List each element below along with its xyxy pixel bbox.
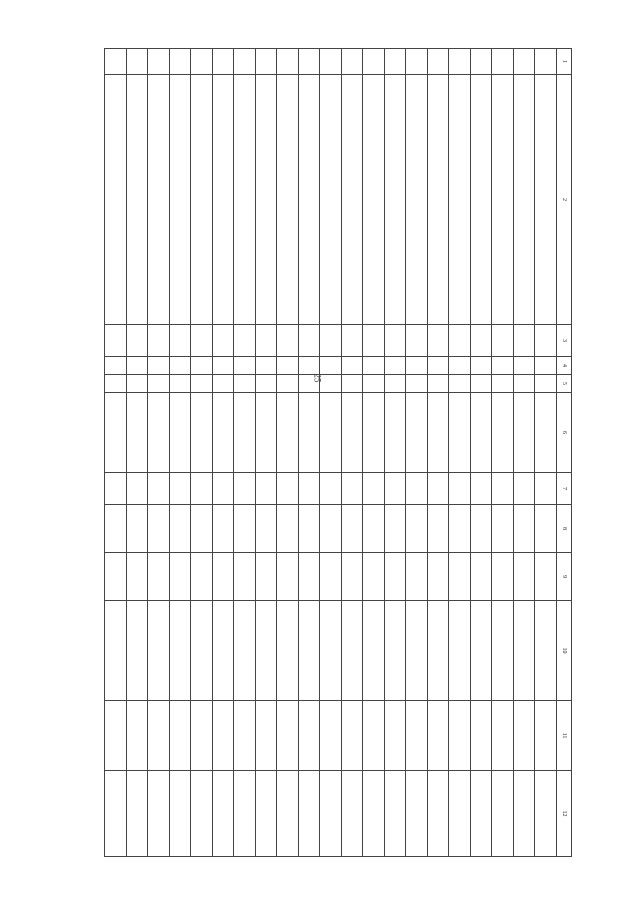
row-number [212, 49, 234, 75]
cell-amount [191, 771, 213, 857]
table-row [191, 49, 213, 857]
cell-amount [470, 771, 492, 857]
row-description [320, 75, 342, 325]
cell-code [148, 473, 170, 505]
column-header: 8 [557, 505, 572, 553]
cell-unit [320, 601, 342, 701]
cell-target [255, 393, 277, 473]
table-row [298, 49, 320, 857]
cell-year [535, 505, 557, 553]
cell-capacity [277, 701, 299, 771]
table-row [535, 49, 557, 857]
cell-code [470, 473, 492, 505]
cell-code [105, 473, 127, 505]
cell-year [341, 505, 363, 553]
row-number [277, 49, 299, 75]
cell-code [513, 357, 535, 375]
cell-code [384, 357, 406, 375]
cell-amount [169, 771, 191, 857]
column-header: 12 [557, 771, 572, 857]
cell-year [105, 553, 127, 601]
cell-capacity [234, 701, 256, 771]
cell-unit [277, 601, 299, 701]
budget-table-sheet [104, 48, 572, 856]
cell-code [449, 375, 471, 393]
cell-code [320, 375, 342, 393]
cell-code [126, 375, 148, 393]
cell-code [191, 357, 213, 375]
rotated-table-wrapper [104, 48, 572, 856]
row-description [535, 75, 557, 325]
cell-year [298, 505, 320, 553]
cell-year [406, 553, 428, 601]
cell-target [126, 393, 148, 473]
cell-year [320, 553, 342, 601]
cell-capacity [298, 701, 320, 771]
row-number [255, 49, 277, 75]
row-description [384, 75, 406, 325]
cell-code [341, 325, 363, 357]
page-number: 25 [312, 373, 323, 383]
table-row [126, 49, 148, 857]
cell-capacity [470, 701, 492, 771]
column-header: 4 [557, 357, 572, 375]
table-row [384, 49, 406, 857]
row-number [513, 49, 535, 75]
cell-code [191, 325, 213, 357]
cell-amount [513, 771, 535, 857]
cell-code [234, 325, 256, 357]
cell-capacity [513, 701, 535, 771]
cell-code [255, 473, 277, 505]
cell-code [148, 357, 170, 375]
cell-year [535, 553, 557, 601]
cell-year [212, 505, 234, 553]
cell-capacity [148, 701, 170, 771]
cell-code [492, 325, 514, 357]
table-row [513, 49, 535, 857]
table-row [234, 49, 256, 857]
cell-year [277, 505, 299, 553]
cell-year [492, 553, 514, 601]
row-number [298, 49, 320, 75]
cell-unit [363, 601, 385, 701]
row-number [535, 49, 557, 75]
cell-unit [148, 601, 170, 701]
table-row [105, 49, 127, 857]
row-description [363, 75, 385, 325]
row-number [470, 49, 492, 75]
cell-year [363, 553, 385, 601]
cell-year [406, 505, 428, 553]
row-number [341, 49, 363, 75]
row-number [126, 49, 148, 75]
cell-year [384, 553, 406, 601]
cell-unit [513, 601, 535, 701]
row-number [363, 49, 385, 75]
cell-target [277, 393, 299, 473]
cell-code [277, 357, 299, 375]
cell-year [148, 553, 170, 601]
cell-code [535, 325, 557, 357]
column-header: 9 [557, 553, 572, 601]
cell-unit [427, 601, 449, 701]
cell-code [148, 375, 170, 393]
row-description [449, 75, 471, 325]
cell-capacity [363, 701, 385, 771]
cell-code [320, 473, 342, 505]
cell-code [492, 473, 514, 505]
cell-unit [255, 601, 277, 701]
row-number [449, 49, 471, 75]
cell-code [470, 357, 492, 375]
cell-code [341, 357, 363, 375]
row-description [298, 75, 320, 325]
cell-code [126, 357, 148, 375]
cell-code [492, 357, 514, 375]
cell-code [234, 375, 256, 393]
cell-amount [255, 771, 277, 857]
column-header: 11 [557, 701, 572, 771]
table-row [148, 49, 170, 857]
cell-code [234, 357, 256, 375]
cell-year [298, 553, 320, 601]
cell-unit [470, 601, 492, 701]
cell-code [191, 375, 213, 393]
table-row [492, 49, 514, 857]
cell-code [406, 325, 428, 357]
row-description [513, 75, 535, 325]
cell-amount [148, 771, 170, 857]
cell-year [169, 553, 191, 601]
row-number [406, 49, 428, 75]
cell-code [341, 473, 363, 505]
cell-year [126, 505, 148, 553]
table-row [449, 49, 471, 857]
cell-code [191, 473, 213, 505]
cell-code [212, 375, 234, 393]
budget-table [104, 48, 572, 857]
table-row [277, 49, 299, 857]
row-description [105, 75, 127, 325]
cell-code [406, 473, 428, 505]
row-description [492, 75, 514, 325]
cell-year [470, 553, 492, 601]
cell-code [427, 325, 449, 357]
cell-code [427, 375, 449, 393]
cell-amount [341, 771, 363, 857]
row-description [148, 75, 170, 325]
cell-capacity [212, 701, 234, 771]
row-description [169, 75, 191, 325]
cell-capacity [535, 701, 557, 771]
table-header-row [557, 49, 572, 857]
cell-code [363, 473, 385, 505]
cell-target [191, 393, 213, 473]
cell-target [105, 393, 127, 473]
cell-code [406, 357, 428, 375]
cell-unit [535, 601, 557, 701]
cell-code [148, 325, 170, 357]
cell-code [169, 375, 191, 393]
cell-code [406, 375, 428, 393]
cell-amount [234, 771, 256, 857]
cell-code [384, 473, 406, 505]
cell-amount [212, 771, 234, 857]
column-header: 1 [557, 49, 572, 75]
cell-code [212, 325, 234, 357]
table-row [427, 49, 449, 857]
cell-amount [449, 771, 471, 857]
cell-code [298, 357, 320, 375]
cell-year [277, 553, 299, 601]
cell-code [513, 325, 535, 357]
cell-year [470, 505, 492, 553]
cell-target [169, 393, 191, 473]
column-header: 6 [557, 393, 572, 473]
row-description [126, 75, 148, 325]
cell-capacity [105, 701, 127, 771]
cell-unit [105, 601, 127, 701]
table-row [363, 49, 385, 857]
cell-capacity [341, 701, 363, 771]
cell-amount [427, 771, 449, 857]
cell-year [212, 553, 234, 601]
cell-code [535, 375, 557, 393]
cell-year [492, 505, 514, 553]
column-header: 10 [557, 601, 572, 701]
cell-year [169, 505, 191, 553]
cell-year [384, 505, 406, 553]
cell-amount [105, 771, 127, 857]
cell-code [513, 375, 535, 393]
cell-amount [298, 771, 320, 857]
table-body [105, 49, 557, 857]
cell-code [470, 325, 492, 357]
cell-code [341, 375, 363, 393]
cell-year [320, 505, 342, 553]
cell-capacity [126, 701, 148, 771]
cell-capacity [492, 701, 514, 771]
cell-code [169, 325, 191, 357]
cell-code [126, 473, 148, 505]
cell-year [234, 505, 256, 553]
row-number [492, 49, 514, 75]
cell-code [427, 357, 449, 375]
cell-target [535, 393, 557, 473]
cell-code [277, 473, 299, 505]
cell-year [255, 505, 277, 553]
cell-unit [449, 601, 471, 701]
cell-code [277, 325, 299, 357]
cell-code [492, 375, 514, 393]
cell-code [255, 357, 277, 375]
row-description [234, 75, 256, 325]
cell-code [298, 375, 320, 393]
cell-capacity [406, 701, 428, 771]
cell-amount [320, 771, 342, 857]
cell-unit [169, 601, 191, 701]
cell-target [427, 393, 449, 473]
table-row [255, 49, 277, 857]
cell-unit [384, 601, 406, 701]
cell-code [126, 325, 148, 357]
cell-year [126, 553, 148, 601]
cell-year [513, 505, 535, 553]
cell-year [513, 553, 535, 601]
cell-target [341, 393, 363, 473]
row-description [470, 75, 492, 325]
cell-capacity [191, 701, 213, 771]
cell-target [363, 393, 385, 473]
cell-amount [363, 771, 385, 857]
cell-amount [406, 771, 428, 857]
cell-target [384, 393, 406, 473]
cell-unit [406, 601, 428, 701]
cell-code [384, 375, 406, 393]
cell-amount [535, 771, 557, 857]
cell-unit [298, 601, 320, 701]
cell-code [212, 357, 234, 375]
cell-target [298, 393, 320, 473]
cell-code [449, 325, 471, 357]
cell-target [320, 393, 342, 473]
cell-year [363, 505, 385, 553]
cell-code [427, 473, 449, 505]
cell-code [320, 325, 342, 357]
table-row [406, 49, 428, 857]
cell-year [234, 553, 256, 601]
row-description [255, 75, 277, 325]
row-description [406, 75, 428, 325]
table-row [212, 49, 234, 857]
cell-code [298, 473, 320, 505]
row-number [148, 49, 170, 75]
cell-amount [492, 771, 514, 857]
cell-year [449, 553, 471, 601]
cell-code [234, 473, 256, 505]
cell-code [535, 473, 557, 505]
cell-unit [492, 601, 514, 701]
row-number [234, 49, 256, 75]
cell-unit [341, 601, 363, 701]
cell-year [449, 505, 471, 553]
cell-unit [234, 601, 256, 701]
column-header: 5 [557, 375, 572, 393]
cell-code [535, 357, 557, 375]
cell-target [492, 393, 514, 473]
cell-year [341, 553, 363, 601]
row-number [427, 49, 449, 75]
cell-amount [277, 771, 299, 857]
cell-code [169, 357, 191, 375]
cell-capacity [320, 701, 342, 771]
cell-target [449, 393, 471, 473]
cell-year [148, 505, 170, 553]
table-row [341, 49, 363, 857]
cell-code [470, 375, 492, 393]
column-header: 2 [557, 75, 572, 325]
row-number [384, 49, 406, 75]
row-description [277, 75, 299, 325]
cell-target [406, 393, 428, 473]
cell-amount [384, 771, 406, 857]
row-number [105, 49, 127, 75]
cell-capacity [384, 701, 406, 771]
cell-unit [126, 601, 148, 701]
cell-capacity [449, 701, 471, 771]
cell-capacity [427, 701, 449, 771]
cell-code [105, 375, 127, 393]
cell-target [470, 393, 492, 473]
cell-year [427, 553, 449, 601]
cell-code [363, 357, 385, 375]
cell-amount [126, 771, 148, 857]
table-row [320, 49, 342, 857]
cell-year [191, 505, 213, 553]
row-description [191, 75, 213, 325]
cell-code [384, 325, 406, 357]
cell-target [234, 393, 256, 473]
row-number [191, 49, 213, 75]
cell-year [427, 505, 449, 553]
cell-capacity [255, 701, 277, 771]
cell-code [255, 325, 277, 357]
row-description [427, 75, 449, 325]
cell-target [212, 393, 234, 473]
cell-capacity [169, 701, 191, 771]
cell-code [449, 473, 471, 505]
cell-target [513, 393, 535, 473]
row-number [169, 49, 191, 75]
cell-code [169, 473, 191, 505]
cell-year [255, 553, 277, 601]
row-description [212, 75, 234, 325]
cell-target [148, 393, 170, 473]
column-header: 7 [557, 473, 572, 505]
cell-code [363, 325, 385, 357]
cell-year [191, 553, 213, 601]
cell-code [320, 357, 342, 375]
cell-unit [212, 601, 234, 701]
cell-code [105, 357, 127, 375]
cell-code [277, 375, 299, 393]
row-description [341, 75, 363, 325]
cell-year [105, 505, 127, 553]
cell-code [212, 473, 234, 505]
cell-code [298, 325, 320, 357]
table-row [169, 49, 191, 857]
cell-code [449, 357, 471, 375]
column-header: 3 [557, 325, 572, 357]
cell-code [255, 375, 277, 393]
cell-code [105, 325, 127, 357]
table-row [470, 49, 492, 857]
row-number [320, 49, 342, 75]
cell-code [513, 473, 535, 505]
cell-code [363, 375, 385, 393]
cell-unit [191, 601, 213, 701]
